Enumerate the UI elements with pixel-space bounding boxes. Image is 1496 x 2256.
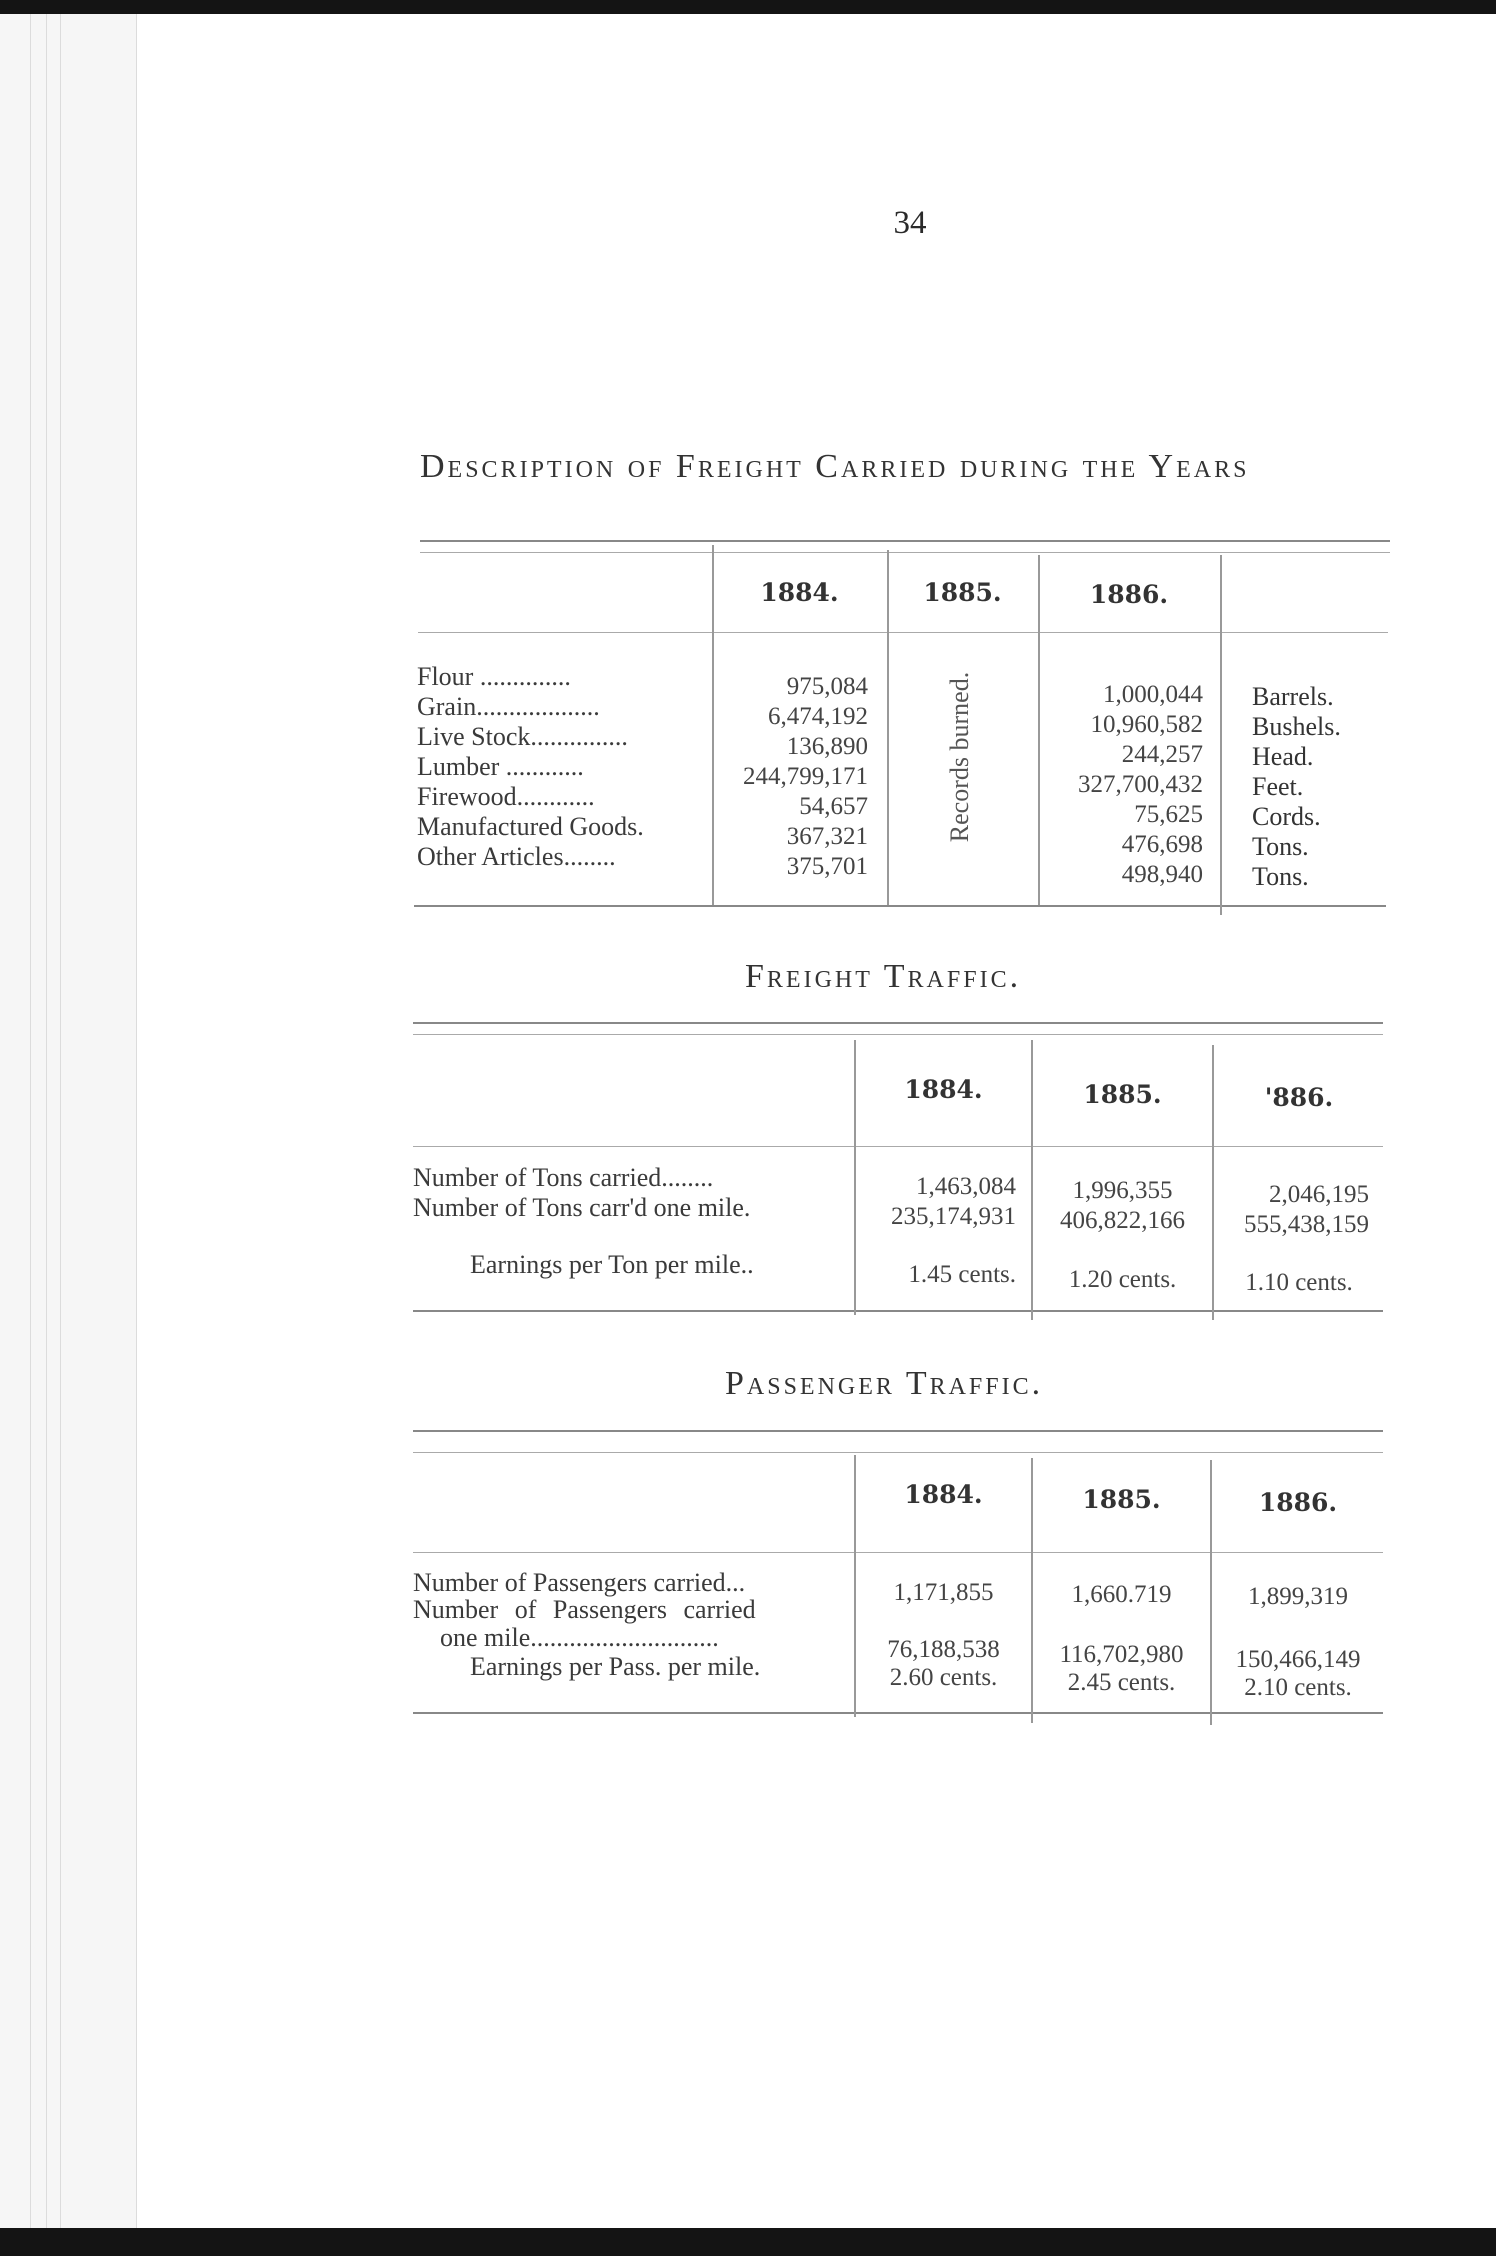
page-edge-line	[46, 14, 47, 2228]
header-1884: 1884.	[904, 1480, 983, 1509]
header-bottom-rule	[413, 1552, 1383, 1553]
header-bottom-rule	[413, 1146, 1383, 1147]
value-1884: 1,171,855	[893, 1579, 994, 1606]
value-1884: 136,890	[786, 733, 868, 760]
row-label: Earnings per Pass. per mile.	[470, 1652, 761, 1681]
table-bottom-rule	[414, 905, 1386, 907]
page-number: 34	[893, 205, 927, 241]
value-1886: 327,700,432	[1078, 771, 1203, 798]
row-label: Number of Passengers carried...	[413, 1568, 746, 1597]
header-1885: 1885.	[1082, 1485, 1161, 1514]
table-top-rule	[420, 552, 1390, 553]
value-1884: 244,799,171	[743, 763, 868, 790]
value-1886: 2,046,195	[1269, 1181, 1369, 1208]
freight-table-title: Freight Traffic.	[745, 958, 1022, 995]
scan-left-margin	[0, 14, 136, 2228]
table-bottom-rule	[413, 1310, 1383, 1312]
row-label: Earnings per Ton per mile..	[470, 1250, 754, 1279]
unit: Tons.	[1252, 832, 1309, 861]
row-label: Grain...................	[417, 692, 600, 721]
value-1884: 975,084	[786, 673, 868, 700]
unit: Feet.	[1252, 772, 1304, 801]
value-1884: 1,463,084	[916, 1173, 1016, 1200]
table-top-rule	[413, 1034, 1383, 1035]
row-label: Live Stock...............	[417, 722, 628, 751]
column-divider	[1220, 555, 1222, 915]
unit: Tons.	[1252, 862, 1309, 891]
value-1886: 1,000,044	[1103, 681, 1203, 708]
row-label: Other Articles........	[417, 842, 616, 871]
row-label: Number of Tons carried........	[413, 1163, 714, 1192]
records-burned-note: Records burned.	[945, 671, 974, 843]
page-edge-line	[30, 14, 31, 2228]
header-1886: '886.	[1264, 1083, 1334, 1112]
row-label: one mile.............................	[440, 1623, 719, 1652]
value-1886: 1.10 cents.	[1245, 1269, 1353, 1296]
scan-bottom-border	[0, 2228, 1496, 2256]
value-1885: 2.45 cents.	[1067, 1669, 1176, 1696]
value-1884: 235,174,931	[891, 1203, 1016, 1230]
passenger-table-title: Passenger Traffic.	[725, 1365, 1044, 1402]
header-bottom-rule	[418, 632, 1388, 633]
header-1885: 1885.	[1083, 1080, 1162, 1109]
row-label: Manufactured Goods.	[417, 812, 644, 841]
unit: Barrels.	[1252, 682, 1334, 711]
value-1886: 10,960,582	[1090, 711, 1203, 738]
value-1885: 116,702,980	[1059, 1641, 1184, 1668]
value-1884: 54,657	[799, 793, 868, 820]
row-label: Flour ..............	[417, 662, 571, 691]
value-1886: 555,438,159	[1244, 1211, 1369, 1238]
unit: Cords.	[1252, 802, 1321, 831]
header-1886: 1886.	[1258, 1488, 1338, 1517]
row-label: Number of Passengers carried	[413, 1595, 756, 1624]
description-table-title: Description of Freight Carried during the Years	[420, 448, 1250, 485]
page-edge-line	[136, 14, 137, 2228]
value-1886: 150,466,149	[1235, 1646, 1361, 1673]
value-1884: 375,701	[786, 853, 868, 880]
value-1884: 76,188,538	[887, 1636, 1000, 1663]
value-1885: 406,822,166	[1060, 1207, 1185, 1234]
header-1884: 1884.	[760, 578, 839, 607]
table-top-rule	[413, 1430, 1383, 1432]
value-1884: 367,321	[786, 823, 868, 850]
value-1886: 476,698	[1121, 831, 1203, 858]
header-1885: 1885.	[923, 578, 1002, 607]
unit: Head.	[1252, 742, 1314, 771]
row-label: Firewood............	[417, 782, 595, 811]
page-edge-line	[60, 14, 61, 2228]
value-1885: 1.20 cents.	[1068, 1266, 1177, 1293]
value-1886: 1,899,319	[1248, 1583, 1348, 1610]
scan-top-border	[0, 0, 1496, 14]
value-1885: 1,996,355	[1072, 1177, 1173, 1204]
header-1886: 1886.	[1089, 580, 1169, 609]
value-1884: 6,474,192	[768, 703, 868, 730]
table-top-rule	[420, 540, 1390, 542]
value-1886: 75,625	[1134, 801, 1203, 828]
value-1885: 1,660.719	[1071, 1581, 1172, 1608]
value-1886: 2.10 cents.	[1244, 1674, 1352, 1701]
value-1884: 1.45 cents.	[908, 1261, 1016, 1288]
header-1884: 1884.	[904, 1075, 983, 1104]
unit: Bushels.	[1252, 712, 1341, 741]
row-label: Number of Tons carr'd one mile.	[413, 1193, 751, 1222]
table-top-rule	[413, 1022, 1383, 1024]
table-bottom-rule	[413, 1712, 1383, 1714]
value-1884: 2.60 cents.	[889, 1664, 998, 1691]
value-1886: 498,940	[1121, 861, 1203, 888]
table-top-rule	[413, 1452, 1383, 1453]
value-1886: 244,257	[1121, 741, 1203, 768]
row-label: Lumber ............	[417, 752, 584, 781]
